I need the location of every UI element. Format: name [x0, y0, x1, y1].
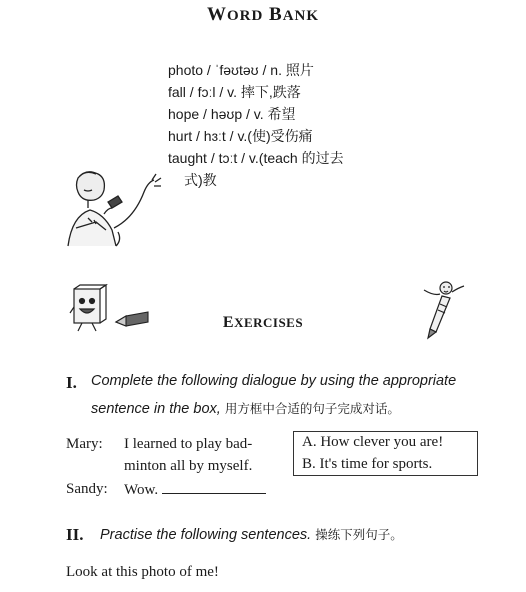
- dialogue-line-mary-2: minton all by myself.: [124, 458, 253, 474]
- word-bank-entry-taught-cont: 式)教: [184, 172, 217, 188]
- woman-with-microphone-icon: [58, 168, 168, 248]
- option-b: B. It's time for sports.: [302, 456, 433, 472]
- word-bank-entry-taught: taught / tɔːt / v.(teach 的过去: [168, 150, 344, 166]
- exercises-title: EXERCISES: [222, 314, 304, 331]
- answer-blank[interactable]: [162, 481, 266, 494]
- options-box: [293, 431, 478, 476]
- word-bank-entry-hurt: hurt / hɜːt / v.(使)受伤痛: [168, 128, 313, 144]
- word-bank-entry-fall: fall / fɔːl / v. 摔下,跌落: [168, 84, 301, 100]
- section-one-instruction-line2: [91, 399, 400, 417]
- dialogue-speaker-sandy: Sandy:: [66, 481, 108, 497]
- word-bank-title: WORD BANK: [206, 4, 320, 25]
- section-one-instruction-line1: Complete the following dialogue by using the appropriate: [91, 373, 457, 389]
- section-one-instruction-cn: 用方框中合适的句子完成对话。: [224, 401, 400, 416]
- section-one-number: I.: [66, 373, 77, 392]
- dialogue-line-sandy: Wow.: [124, 481, 266, 499]
- section-one-instruction-en: sentence in the box,: [91, 401, 221, 417]
- section-two-number: II.: [66, 525, 84, 544]
- section-two-instruction: [100, 525, 403, 543]
- dialogue-speaker-mary: Mary:: [66, 436, 103, 452]
- word-bank-entry-photo: photo / ˈfəʊtəʊ / n. 照片: [168, 62, 314, 78]
- practice-sentence: Look at this photo of me!: [66, 564, 219, 580]
- section-two-instruction-cn: 操练下列句子。: [315, 527, 403, 542]
- section-two-instruction-en: Practise the following sentences.: [100, 527, 312, 543]
- option-a: A. How clever you are!: [302, 434, 444, 450]
- dialogue-line-mary-1: I learned to play bad-: [124, 436, 253, 452]
- word-bank-entry-hope: hope / həʊp / v. 希望: [168, 106, 296, 122]
